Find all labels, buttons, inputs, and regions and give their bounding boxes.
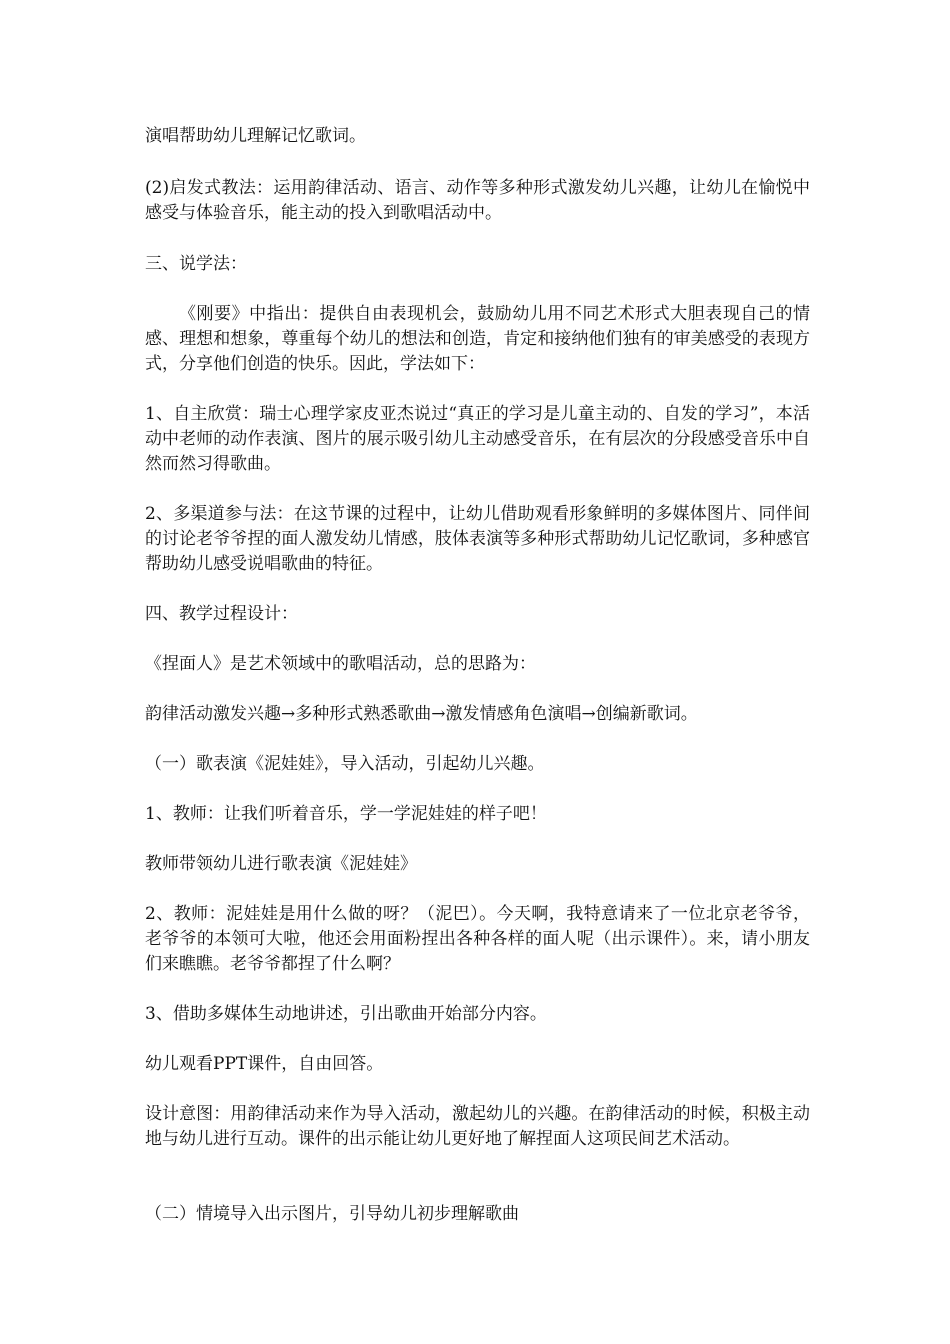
paragraph-11: 2、教师：泥娃娃是用什么做的呀？（泥巴）。今天啊，我特意请来了一位北京老爷爷，老爷爷的本领可大啦，他还会用面粉捏出各种各样的面人呢（出示课件）。来，请小朋友们来瞧瞧。老爷爷都捏了什么啊？ [145, 904, 810, 974]
paragraph-6: 2、多渠道参与法：在这节课的过程中，让幼儿借助观看形象鲜明的多媒体图片、同伴间的讨论老爷爷捏的面人激发幼儿情感，肢体表演等多种形式帮助幼儿记忆歌词，多种感官帮助幼儿感受说唱歌曲的特征。 [145, 504, 810, 574]
paragraph-13: 幼儿观看PPT课件，自由回答。 [145, 1054, 384, 1074]
paragraph-5: 1、自主欣赏：瑞士心理学家皮亚杰说过“真正的学习是儿童主动的、自发的学习”，本活动中老师的动作表演、图片的展示吸引幼儿主动感受音乐，在有层次的分段感受音乐中自然而然习得歌曲。 [145, 404, 810, 474]
paragraph-12: 3、借助多媒体生动地讲述，引出歌曲开始部分内容。 [145, 1004, 547, 1024]
paragraph-9: 1、教师：让我们听着音乐，学一学泥娃娃的样子吧！ [145, 804, 547, 824]
paragraph-2: (2)启发式教法：运用韵律活动、语言、动作等多种形式激发幼儿兴趣，让幼儿在愉悦中感受与体验音乐，能主动的投入到歌唱活动中。 [145, 178, 810, 223]
subheading-1: （一）歌表演《泥娃娃》，导入活动，引起幼儿兴趣。 [145, 754, 545, 774]
paragraph-1: 演唱帮助幼儿理解记忆歌词。 [145, 126, 366, 146]
paragraph-7: 《捏面人》是艺术领域中的歌唱活动，总的思路为： [145, 654, 536, 674]
paragraph-14: 设计意图：用韵律活动来作为导入活动，激起幼儿的兴趣。在韵律活动的时候，积极主动地与幼儿进行互动。课件的出示能让幼儿更好地了解捏面人这项民间艺术活动。 [145, 1104, 810, 1149]
subheading-2: （二）情境导入出示图片，引导幼儿初步理解歌曲 [145, 1204, 519, 1224]
paragraph-8: 韵律活动激发兴趣→多种形式熟悉歌曲→激发情感角色演唱→创编新歌词。 [145, 704, 698, 724]
section-heading-3: 三、说学法： [145, 254, 247, 274]
paragraph-4: 《刚要》中指出：提供自由表现机会，鼓励幼儿用不同艺术形式大胆表现自己的情感、理想和想象，尊重每个幼儿的想法和创造，肯定和接纳他们独有的审美感受的表现方式，分享他们创造的快乐。因此，学法如下： [145, 304, 810, 374]
paragraph-10: 教师带领幼儿进行歌表演《泥娃娃》 [145, 854, 417, 874]
section-heading-4: 四、教学过程设计： [145, 604, 298, 624]
